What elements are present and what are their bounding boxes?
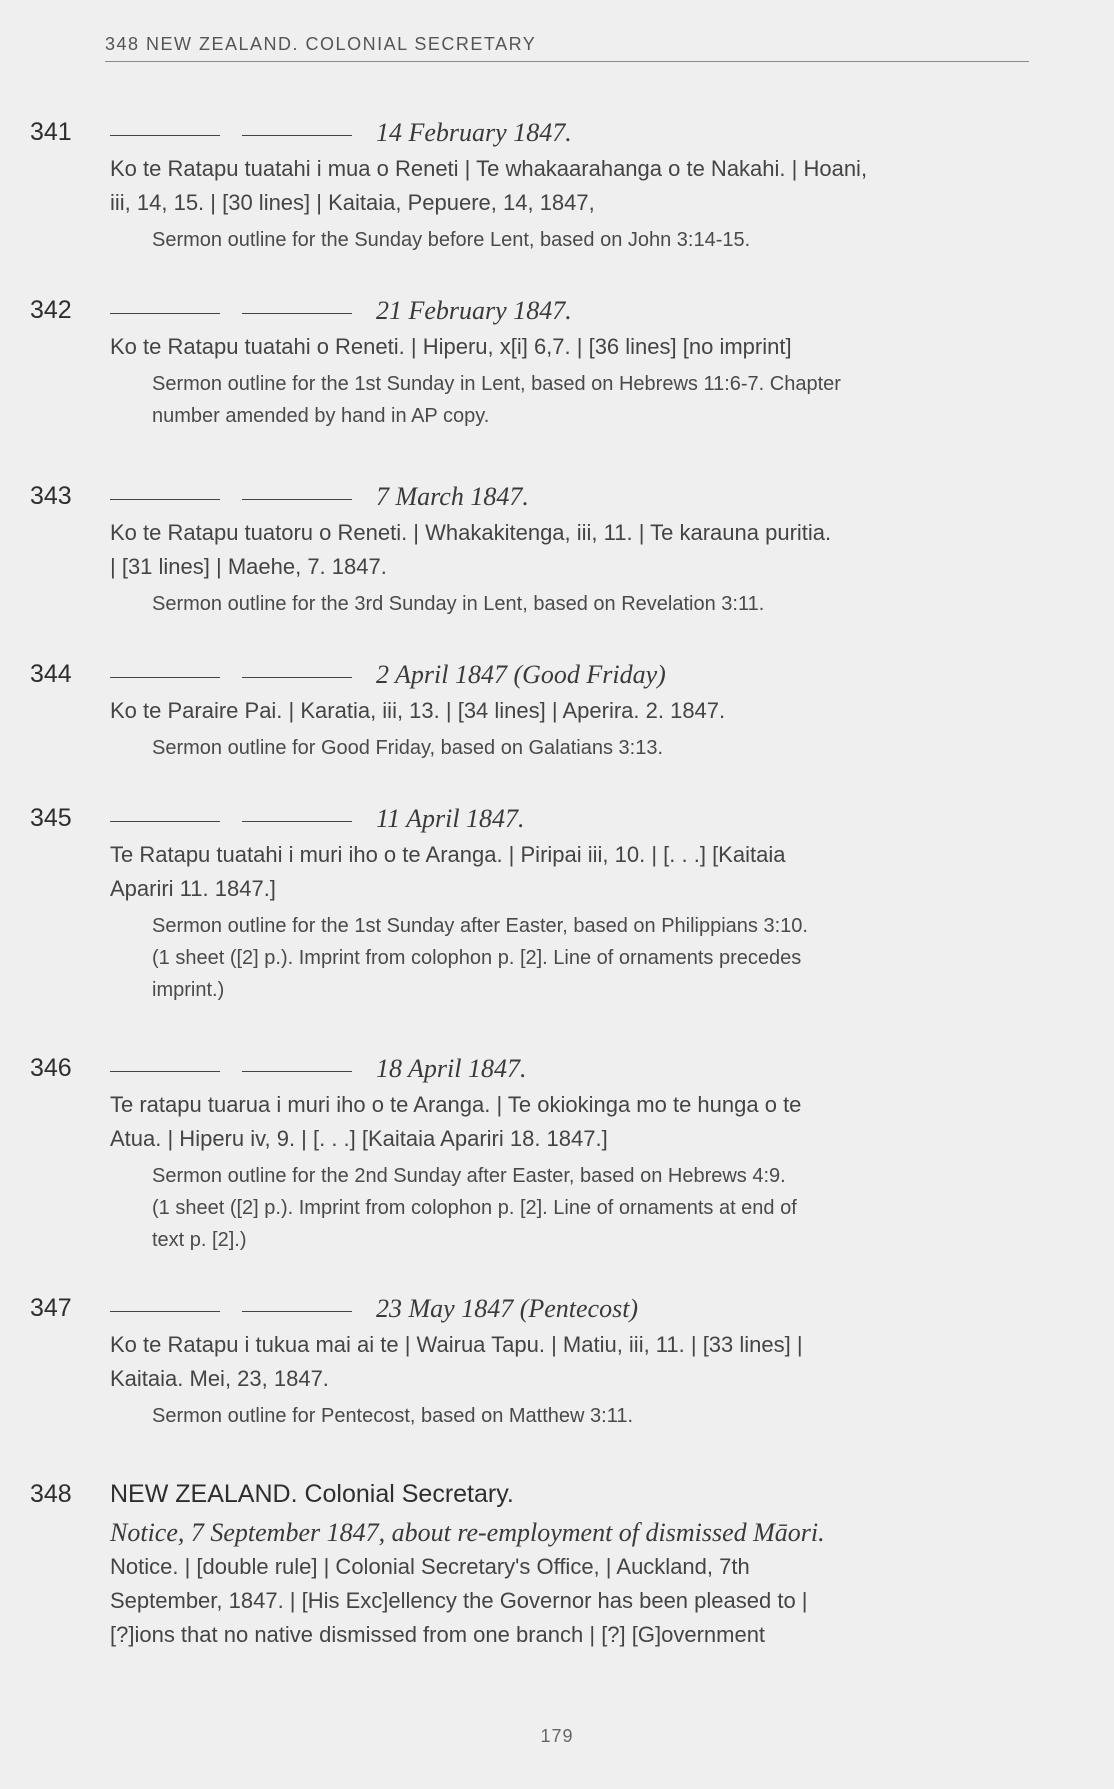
- entry-title: [110, 1328, 1030, 1396]
- title-dash: [242, 313, 352, 314]
- entry-number: 348: [30, 1480, 72, 1508]
- note-line: Sermon outline for the 3rd Sunday in Lent, based on Revelation 3:11.: [152, 593, 765, 615]
- entry-title: [110, 516, 1030, 584]
- title-line: September, 1847. | [His Exc]ellency the Governor has been pleased to |: [110, 1588, 808, 1613]
- entry-number: 342: [30, 296, 72, 324]
- author-dash: [110, 1311, 220, 1312]
- entry-headline: [110, 118, 1030, 152]
- title-line: Atua. | Hiperu iv, 9. | [. . .] [Kaitaia Apariri 18. 1847.]: [110, 1126, 608, 1151]
- title-dash: [242, 1311, 352, 1312]
- entry-date: 2 April 1847 (Good Friday): [376, 660, 666, 689]
- note-line: text p. [2].): [152, 1229, 247, 1251]
- note-line: Sermon outline for the 1st Sunday in Lent, based on Hebrews 11:6-7. Chapter: [152, 373, 841, 395]
- entry-number: 346: [30, 1054, 72, 1082]
- page-number: 179: [540, 1726, 574, 1746]
- entry-number: 343: [30, 482, 72, 510]
- note-line: (1 sheet ([2] p.). Imprint from colophon p. [2]. Line of ornaments precedes: [152, 947, 802, 969]
- entry-number: 347: [30, 1294, 72, 1322]
- title-line: iii, 14, 15. | [30 lines] | Kaitaia, Pepuere, 14, 1847,: [110, 190, 595, 215]
- title-line: | [31 lines] | Maehe, 7. 1847.: [110, 554, 387, 579]
- title-dash: [242, 499, 352, 500]
- author-dash: [110, 313, 220, 314]
- title-line: Apariri 11. 1847.]: [110, 876, 276, 901]
- entry-note: [152, 224, 1030, 256]
- note-line: Sermon outline for Good Friday, based on Galatians 3:13.: [152, 737, 664, 759]
- entry-note: [152, 368, 1030, 432]
- entry-title: [110, 694, 1030, 728]
- entry-title: [110, 1550, 1030, 1652]
- entry-note: [152, 732, 1030, 764]
- author-dash: [110, 1071, 220, 1072]
- running-head: 348 NEW ZEALAND. COLONIAL SECRETARY: [105, 34, 1029, 62]
- entry-headline: [110, 1054, 1030, 1088]
- entry-headline: [110, 804, 1030, 838]
- title-dash: [242, 135, 352, 136]
- entry-note: [152, 1160, 1030, 1256]
- entry-date: 23 May 1847 (Pentecost): [376, 1294, 639, 1323]
- title-line: Ko te Ratapu tuatoru o Reneti. | Whakakitenga, iii, 11. | Te karauna puritia.: [110, 520, 832, 545]
- entry-title: [110, 330, 1030, 364]
- entry-headline: [110, 482, 1030, 516]
- entry-italic-title: Notice, 7 September 1847, about re-employment of dismissed Māori.: [110, 1518, 825, 1547]
- title-line: Te Ratapu tuatahi i muri iho o te Aranga. | Piripai iii, 10. | [. . .] [Kaitaia: [110, 842, 786, 867]
- entry-date: 14 February 1847.: [376, 118, 572, 147]
- entry-title: [110, 1088, 1030, 1156]
- entry-date: 7 March 1847.: [376, 482, 529, 511]
- entry-date: 11 April 1847.: [376, 804, 525, 833]
- note-line: imprint.): [152, 979, 225, 1001]
- note-line: Sermon outline for the 1st Sunday after Easter, based on Philippians 3:10.: [152, 915, 808, 937]
- title-line: Notice. | [double rule] | Colonial Secretary's Office, | Auckland, 7th: [110, 1554, 750, 1579]
- entry-date: 21 February 1847.: [376, 296, 572, 325]
- note-line: Sermon outline for the 2nd Sunday after Easter, based on Hebrews 4:9.: [152, 1165, 786, 1187]
- entry-date: 18 April 1847.: [376, 1054, 527, 1083]
- author-dash: [110, 499, 220, 500]
- title-line: Ko te Ratapu tuatahi i mua o Reneti | Te whakaarahanga o te Nakahi. | Hoani,: [110, 156, 868, 181]
- note-line: Sermon outline for the Sunday before Lent, based on John 3:14-15.: [152, 229, 751, 251]
- entry-number: 344: [30, 660, 72, 688]
- author-dash: [110, 821, 220, 822]
- note-line: number amended by hand in AP copy.: [152, 405, 490, 427]
- entry-title: [110, 838, 1030, 906]
- entry-number: 345: [30, 804, 72, 832]
- title-dash: [242, 1071, 352, 1072]
- entry-headline: [110, 1294, 1030, 1328]
- note-line: Sermon outline for Pentecost, based on Matthew 3:11.: [152, 1405, 634, 1427]
- entry-heading: NEW ZEALAND. Colonial Secretary.: [110, 1480, 514, 1508]
- title-dash: [242, 821, 352, 822]
- title-line: [?]ions that no native dismissed from one branch | [?] [G]overnment: [110, 1622, 766, 1647]
- title-line: Kaitaia. Mei, 23, 1847.: [110, 1366, 329, 1391]
- title-dash: [242, 677, 352, 678]
- title-line: Te ratapu tuarua i muri iho o te Aranga. | Te okiokinga mo te hunga o te: [110, 1092, 802, 1117]
- entry-note: [152, 588, 1030, 620]
- title-line: Ko te Ratapu i tukua mai ai te | Wairua Tapu. | Matiu, iii, 11. | [33 lines] |: [110, 1332, 803, 1357]
- entry-title: [110, 152, 1030, 220]
- author-dash: [110, 135, 220, 136]
- title-line: Ko te Ratapu tuatahi o Reneti. | Hiperu, x[i] 6,7. | [36 lines] [no imprint]: [110, 334, 792, 359]
- entry-number: 341: [30, 118, 72, 146]
- entry-headline: [110, 660, 1030, 694]
- entry-note: [152, 910, 1030, 1006]
- title-line: Ko te Paraire Pai. | Karatia, iii, 13. | [34 lines] | Aperira. 2. 1847.: [110, 698, 726, 723]
- note-line: (1 sheet ([2] p.). Imprint from colophon p. [2]. Line of ornaments at end of: [152, 1197, 797, 1219]
- author-dash: [110, 677, 220, 678]
- entry-note: [152, 1400, 1030, 1432]
- entry-headline: [110, 296, 1030, 330]
